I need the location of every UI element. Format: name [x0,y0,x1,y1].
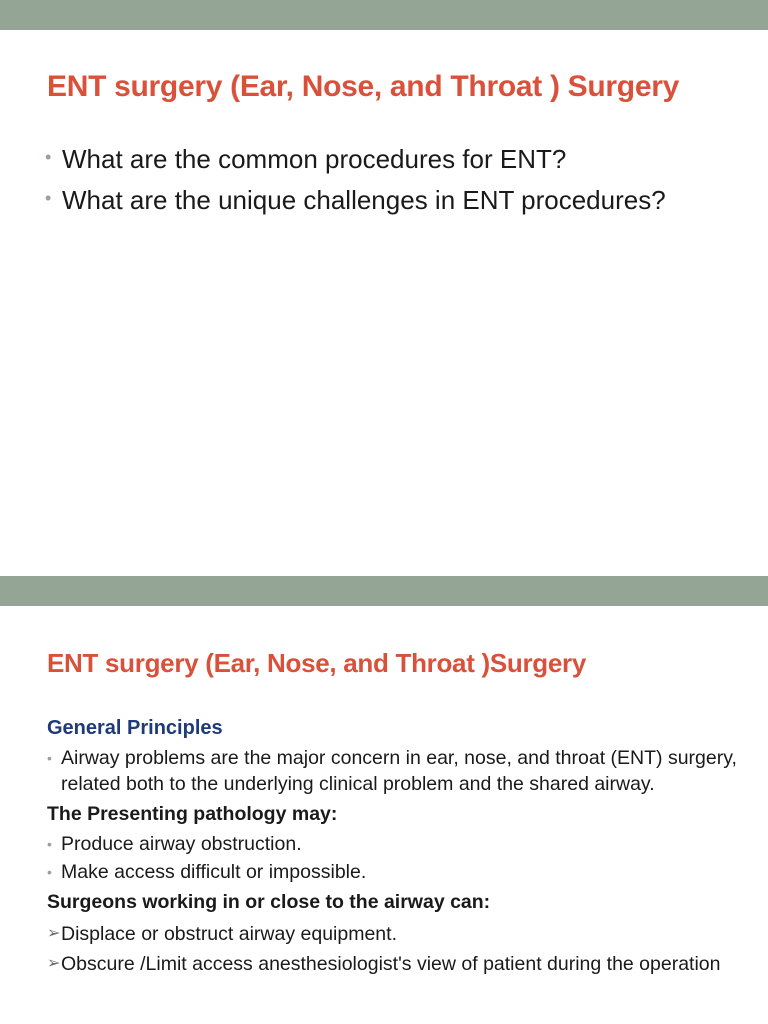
arrow-bullet-icon: ➢ [47,955,61,972]
section-heading-general: General Principles [47,717,223,739]
list-item [45,181,725,219]
list-item [47,921,737,947]
slide-header-bar [0,576,768,606]
arrow-bullet-icon: ➢ [47,925,61,942]
section-heading-surgeons: Surgeons working in or close to the airway can: [47,891,491,913]
slide-header-bar [0,0,768,30]
bullet-icon: • [45,188,52,208]
slide-2 [0,576,768,1024]
list-item [47,859,737,885]
slide-body [47,713,737,981]
list-item-text: What are the common procedures for ENT? [62,144,567,174]
section-heading-pathology: The Presenting pathology may: [47,803,338,825]
list-item-text: What are the unique challenges in ENT procedures? [62,185,666,215]
list-item [47,951,737,977]
list-item [47,745,737,797]
list-item-text: Make access difficult or impossible. [61,861,367,883]
list-item-text: Obscure /Limit access anesthesiologist's view of patient during the operation [61,953,721,975]
question-list [45,140,725,222]
list-item-text: Airway problems are the major concern in ear, nose, and throat (ENT) surgery, related both to the underlying clinical problem and the shared airway. [61,747,737,795]
bullet-icon: • [47,750,52,766]
bullet-icon: • [45,147,52,167]
bullet-icon: • [47,836,52,852]
list-item-text: Produce airway obstruction. [61,833,302,855]
bullet-icon: • [47,864,52,880]
list-item-text: Displace or obstruct airway equipment. [61,923,397,945]
slide-title: ENT surgery (Ear, Nose, and Throat ) Surgery [47,70,679,103]
list-item [47,831,737,857]
list-item [45,140,725,178]
slide-title: ENT surgery (Ear, Nose, and Throat )Surgery [47,648,587,678]
